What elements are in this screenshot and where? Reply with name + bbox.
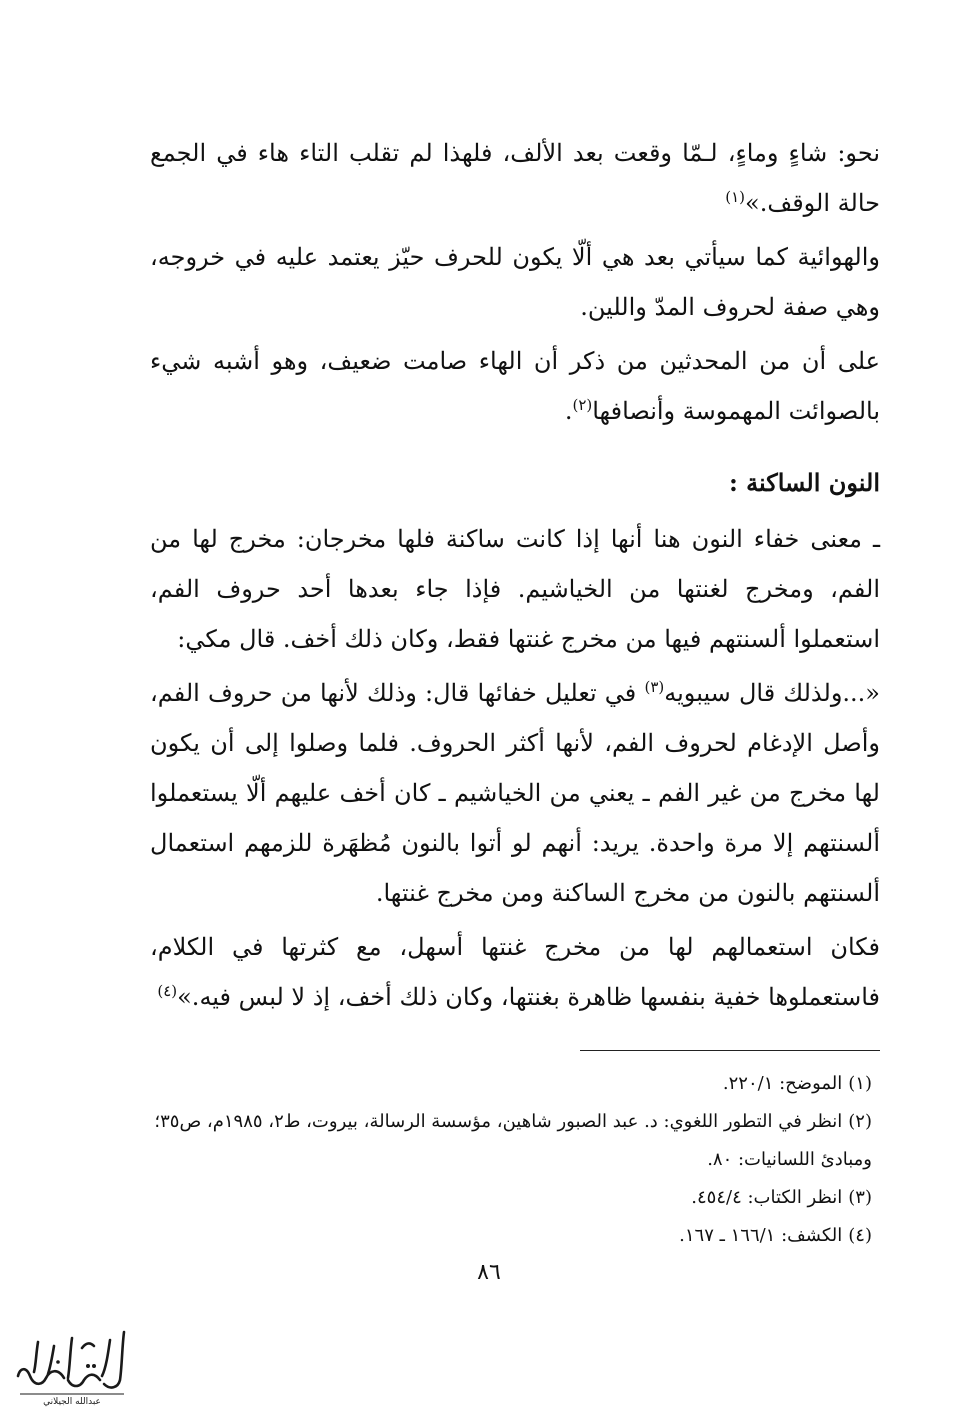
footnote-divider bbox=[580, 1050, 880, 1051]
paragraph-2 bbox=[150, 232, 880, 332]
footnote-ref-3[interactable]: (٣) bbox=[644, 678, 665, 696]
footnote-ref-2[interactable]: (٢) bbox=[572, 396, 593, 414]
footnote-number: (٤) bbox=[848, 1225, 872, 1246]
paragraph-6-text: فكان استعمالهم لها من مخرج غنتها أسهل، مع كثرتها في الكلام، فاستعملوها خفية بنفسها ظاهرة بغنتها، وكان ذلك أخف، إذ لا لبس فيه.» bbox=[150, 933, 880, 1011]
footnote-number: (٢) bbox=[848, 1111, 872, 1132]
paragraph-4 bbox=[150, 514, 880, 664]
footnote-number: (٣) bbox=[848, 1187, 872, 1208]
page-body bbox=[150, 128, 880, 1255]
calligraphy-stamp-logo bbox=[12, 1318, 132, 1408]
quote-start: «...ولذلك قال سيبويه bbox=[664, 679, 880, 707]
paragraph-3-end: . bbox=[564, 397, 573, 425]
quote-text: في تعليل خفائها قال: وذلك لأنها من حروف الفم، وأصل الإدغام لحروف الفم، لأنها أكثر الحروف. فلما وصلوا إلى أن يكون لها مخرج من غير الفم ـ يعني من الخياشيم ـ كان أخف عليهم ألّا يستعملوا ألسنتهم إلا مرة واحدة. يريد: أنهم لو أتوا بالنون مُظهَرة للزمهم استعمال ألسنتهم بالنون من مخرج الساكنة ومن مخرج غنتها. bbox=[150, 679, 880, 907]
footnote-text: انظر في التطور اللغوي: د. عبد الصبور شاهين، مؤسسة الرسالة، بيروت، ط٢، ١٩٨٥م، ص٣٥؛ ومبادئ اللسانيات: ٨٠. bbox=[154, 1111, 872, 1170]
footnote-text: الكشف: ١٦٦/١ ـ ١٦٧. bbox=[679, 1225, 843, 1246]
footnote-2 bbox=[150, 1103, 880, 1179]
footnote-3 bbox=[150, 1179, 880, 1217]
footnote-text: الموضح: ٢٢٠/١. bbox=[722, 1073, 843, 1094]
footnote-text: انظر الكتاب: ٤٥٤/٤. bbox=[691, 1187, 843, 1208]
footnote-ref-1[interactable]: (١) bbox=[725, 188, 746, 206]
paragraph-1 bbox=[150, 128, 880, 228]
quote-paragraph bbox=[150, 668, 880, 918]
footnotes-list bbox=[150, 1065, 880, 1255]
paragraph-3 bbox=[150, 336, 880, 436]
paragraph-6 bbox=[150, 922, 880, 1022]
page-number: ٨٦ bbox=[477, 1260, 501, 1285]
footnote-4 bbox=[150, 1217, 880, 1255]
paragraph-4-text: ـ معنى خفاء النون هنا أنها إذا كانت ساكنة فلها مخرجان: مخرج لها من الفم، ومخرج لغنتها من الخياشيم. فإذا جاء بعدها أحد حروف الفم، استعملوا ألسنتهم فيها من مخرج غنتها فقط، وكان ذلك أخف. قال مكي: bbox=[150, 525, 880, 653]
paragraph-3-text: على أن من المحدثين من ذكر أن الهاء صامت ضعيف، وهو أشبه شيء بالصوائت المهموسة وأنصافها bbox=[150, 347, 880, 425]
section-heading: النون الساكنة : bbox=[728, 468, 880, 497]
footnote-ref-4[interactable]: (٤) bbox=[157, 982, 178, 1000]
footnote-number: (١) bbox=[848, 1073, 872, 1094]
paragraph-1-text: نحو: شاءٍ وماءٍ، لـمّا وقعت بعد الألف، فلهذا لم تقلب التاء هاء في الجمع حالة الوقف.» bbox=[150, 139, 880, 217]
svg-text:عبدالله الجيلاني: عبدالله الجيلاني bbox=[43, 1397, 101, 1407]
footnote-1 bbox=[150, 1065, 880, 1103]
paragraph-2-text: والهوائية كما سيأتي بعد هي ألّا يكون للحرف حيّز يعتمد عليه في خروجه، وهي صفة لحروف المدّ واللين. bbox=[150, 243, 880, 321]
